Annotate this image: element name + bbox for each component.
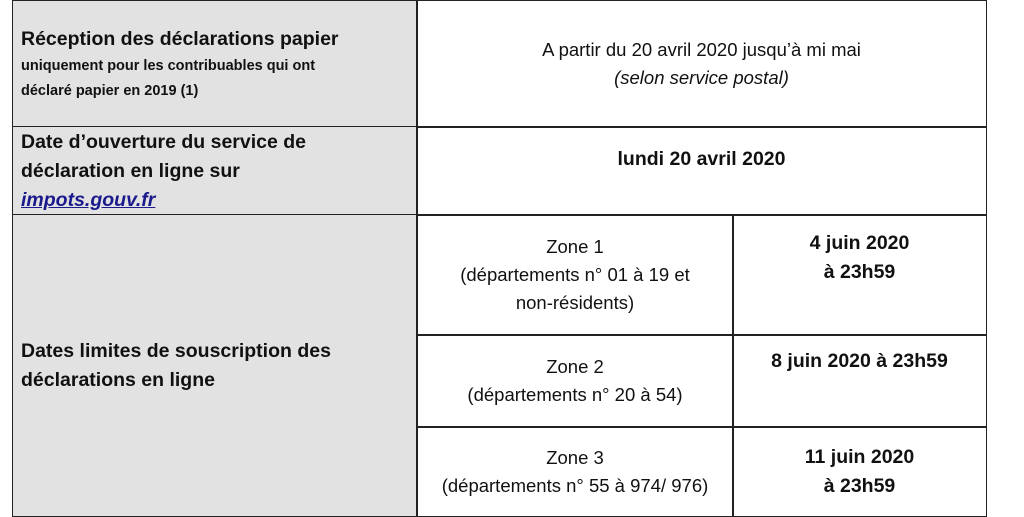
row1-label-note-line2: déclaré papier en 2019 (1) — [21, 82, 199, 99]
row3-label-line1: Dates limites de souscription des — [21, 339, 331, 362]
row3-label-cell — [12, 214, 418, 517]
zone2-desc-line1: (départements n° 20 à 54) — [467, 384, 683, 405]
zone3-cell — [416, 426, 734, 517]
row2-label-cell — [12, 126, 418, 216]
zone1-cell — [416, 214, 734, 336]
impots-gouv-link[interactable]: impots.gouv.fr — [21, 188, 156, 211]
zone1-name: Zone 1 — [546, 236, 604, 257]
row3-label-line2: déclarations en ligne — [21, 368, 215, 391]
zone3-deadline-cell — [732, 426, 987, 517]
zone1-desc-line2: non-résidents) — [515, 292, 635, 313]
row1-value-line2: (selon service postal) — [614, 67, 789, 88]
zone3-deadline-line2: à 23h59 — [823, 474, 896, 497]
row2-label-line2: déclaration en ligne sur — [21, 159, 240, 182]
zone1-desc-line1: (départements n° 01 à 19 et — [460, 264, 690, 285]
calendar-table — [12, 0, 987, 517]
zone2-deadline-cell — [732, 334, 987, 428]
row1-value-line1: A partir du 20 avril 2020 jusqu’à mi mai — [542, 39, 861, 60]
zone1-deadline-line2: à 23h59 — [823, 261, 896, 283]
zone2-cell — [416, 334, 734, 428]
row2-value-cell — [416, 126, 987, 216]
zone1-deadline-line1: 4 juin 2020 — [809, 232, 910, 254]
row2-value: lundi 20 avril 2020 — [617, 148, 786, 170]
row1-label-title: Réception des déclarations papier — [21, 27, 339, 50]
zone3-name: Zone 3 — [546, 446, 604, 468]
row1-label-cell — [12, 0, 418, 128]
zone2-name: Zone 2 — [546, 356, 604, 377]
row2-label-line1: Date d’ouverture du service de — [21, 130, 307, 153]
row1-value-cell — [416, 0, 987, 128]
zone1-deadline-cell — [732, 214, 987, 336]
row1-label-note-line1: uniquement pour les contribuables qui ont — [21, 57, 316, 74]
zone3-deadline-line1: 11 juin 2020 — [804, 445, 915, 468]
zone3-desc-line1: (départements n° 55 à 974/ 976) — [441, 474, 709, 496]
zone2-deadline-line1: 8 juin 2020 à 23h59 — [771, 350, 948, 372]
